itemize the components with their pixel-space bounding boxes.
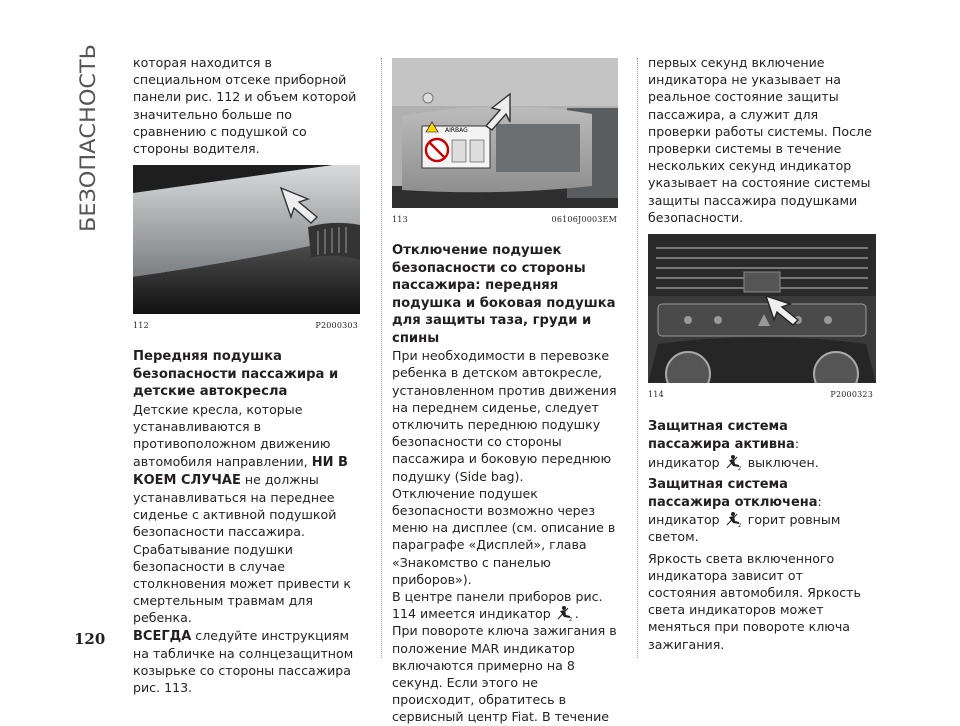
- status-heading: Защитная система пассажира отключена: [648, 476, 818, 511]
- intro-paragraph: которая находится в специальном отсеке приборной панели рис. 112 и объем которой значительно больше по сравнению с подушкой со стороны водителя.: [133, 55, 357, 157]
- paragraph-text: выключен.: [747, 454, 819, 470]
- column-2: AIRBAG 113 06106J0003EM Отключение подушек безопасности со стороны пассажира: передняя подушка и боковая подушка для защиты таза, груди и спины При необходимости в перевозке ребенка в детском автокресле, установленном против движения на переднем сиденье, следует отключить переднюю подушку безопасности со стороны пассажира и боковую переднюю подушку (Side bag). Отключение подушек безопасности возможно через меню на дисплее (см. описание в параграфе «Дисплей», глава «Знакомство с панелью приборов»). В центре панели приборов рис. 114 имеется индикатор 2 . При повороте ключа зажигания в положение MAR индикатор включаются примерно на 8 секунд. Если этого не происходит, обратитесь в сервисный центр Fiat. В течение: [392, 58, 617, 726]
- warning-emphasis: ВСЕГДА: [133, 628, 192, 644]
- figure-code: P2000323: [830, 390, 873, 400]
- paragraph-text: Яркость света включенного индикатора зависит от состояния автомобиля. Яркость света индикаторов может меняться при повороте ключа зажигания.: [648, 550, 861, 652]
- figure-code: 06106J0003EM: [551, 215, 617, 224]
- paragraph-text: следуйте инструкциям на табличке на солнцезащитном козырьке со стороны пассажира рис. 113.: [133, 627, 354, 696]
- paragraph-text: В центре панели приборов рис. 114 имеется индикатор: [392, 589, 603, 622]
- status-heading: Защитная система пассажира активна: [648, 419, 795, 453]
- warning-emphasis: НИ В КОЕМ СЛУЧАЕ: [133, 454, 348, 488]
- figure-caption: [133, 317, 358, 334]
- figure-caption: [648, 386, 873, 403]
- airbag-label: AIRBAG: [445, 127, 468, 134]
- dashboard-photo: [133, 165, 360, 314]
- section-title-text: БЕЗОПАСНОСТЬ: [76, 55, 100, 232]
- column-1: [133, 54, 358, 696]
- column-divider: [637, 58, 638, 658]
- figure-114: [648, 234, 873, 403]
- figure-number: 112: [133, 321, 149, 331]
- center-console-photo: [648, 234, 876, 383]
- paragraph-text: При необходимости в перевозке ребенка в детском автокресле, установленном против движения на переднем сиденье, следует отключить переднюю подушку безопасности со стороны пассажира и боковую переднюю подушку (Side bag).: [392, 348, 617, 484]
- figure-number: 114: [648, 390, 664, 400]
- paragraph-text: горит ровным светом.: [648, 512, 841, 545]
- paragraph-text: Отключение подушек безопасности возможно через меню на дисплее (см. описание в параграфе «Дисплей», глава «Знакомство с панелью приборов»).: [392, 485, 616, 587]
- figure-number: 113: [392, 215, 408, 224]
- section-heading: Передняя подушка безопасности пассажира и детские автокресла: [133, 349, 339, 400]
- paragraph-text: первых секунд включение индикатора не указывает на реальное состояние защиты пассажира, а служит для проверки работы системы. После проверки системы в течение нескольких секунд индикатор указывает на состояние системы защиты пассажира подушками безопасности.: [648, 55, 872, 225]
- figure-caption: [392, 211, 617, 228]
- svg-text:2: 2: [737, 465, 741, 470]
- sun-visor-photo: [392, 58, 618, 208]
- passenger-airbag-off-icon: [726, 511, 742, 527]
- svg-text:2: 2: [568, 617, 572, 622]
- passenger-airbag-off-icon: [726, 454, 742, 470]
- paragraph-text: : индикатор: [648, 494, 822, 528]
- paragraph-text: При повороте ключа зажигания в положение MAR индикатор включаются примерно на 8 секунд. Если этого не происходит, обратитесь в сервисный центр Fiat. В течение: [392, 623, 617, 725]
- page-number: 120: [74, 630, 106, 648]
- figure-code: P2000303: [315, 321, 358, 331]
- passenger-airbag-off-icon: [557, 605, 573, 621]
- column-3: [648, 54, 873, 653]
- paragraph-text: не должны устанавливаться на переднее сиденье с активной подушкой безопасности пассажира. Срабатывание подушки безопасности в случае столкновения может привести к смертельным травмам для ребенка.: [133, 471, 352, 626]
- figure-112: [133, 165, 358, 334]
- paragraph-text: : индикатор: [648, 436, 800, 470]
- section-heading: Отключение подушек безопасности со стороны пассажира: передняя подушка и боковая подушка для защиты таза, груди и спины: [392, 243, 616, 346]
- paragraph-text: Детские кресла, которые устанавливаются в противоположном движению автомобиля направлении,: [133, 401, 331, 469]
- column-divider: [381, 58, 382, 658]
- svg-text:2: 2: [737, 523, 741, 528]
- section-title-vertical: [68, 36, 104, 236]
- figure-113: [392, 58, 617, 228]
